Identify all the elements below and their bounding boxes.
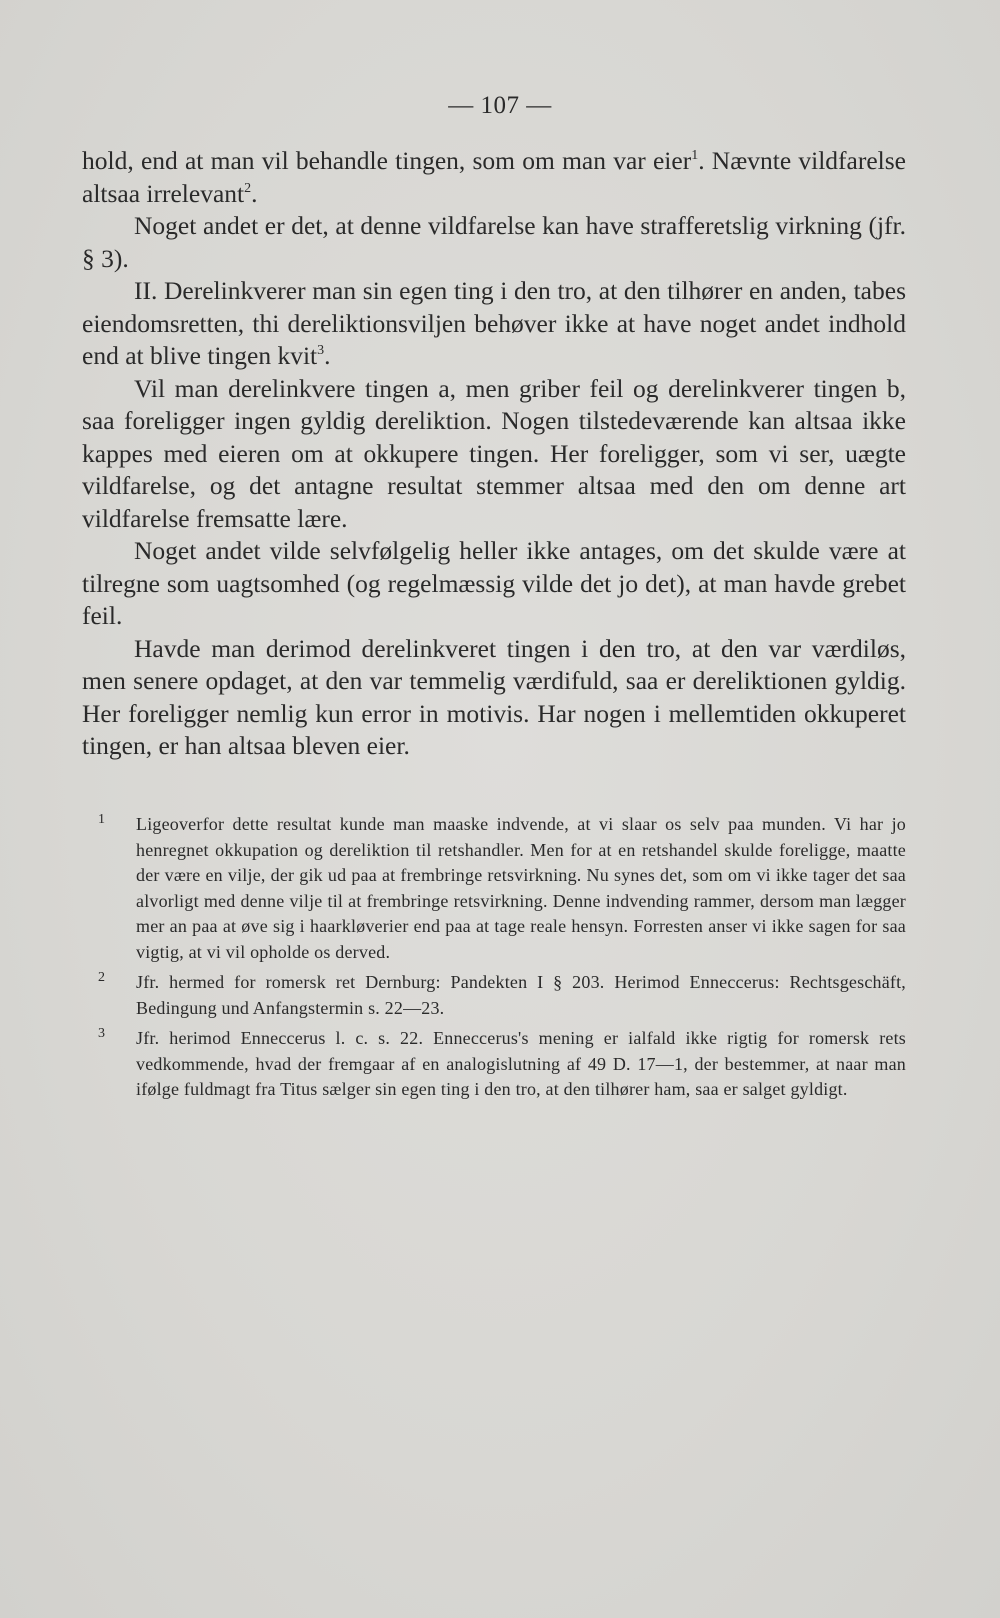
footnote-2 — [98, 970, 906, 1021]
footnote-1-mark: 1 — [98, 812, 106, 827]
footnote-ref-1: 1 — [691, 148, 699, 163]
paragraph-1-text-a: hold, end at man vil behandle tingen, som om man var eier — [82, 146, 692, 175]
main-text — [82, 145, 906, 763]
paragraph-1-text-c: . — [251, 178, 258, 208]
paragraph-3-text-a: II. Derelinkverer man sin egen ting i den tro, at den tilhører en anden, tabes eiendomsretten, thi dereliktionsviljen behøver ikke at have noget andet indhold end at blive tingen kvit — [82, 276, 906, 370]
paragraph-6: Havde man derimod derelinkveret tingen i den tro, at den var værdiløs, men senere opdaget, at den var temmelig værdifuld, saa er dereliktionen gyldig. Her foreligger nemlig kun error in motivis. Har nogen i mellemtiden okkuperet tingen, er han altsaa bleven eier. — [82, 633, 906, 760]
footnotes — [98, 812, 906, 1108]
paragraph-1-text-b: . Nævnte vildfarelse altsaa irrelevant — [82, 146, 906, 208]
footnote-3-mark: 3 — [98, 1026, 106, 1041]
paragraph-5: Noget andet vilde selvfølgelig heller ikke antages, om det skulde være at tilregne som uagtsomhed (og regelmæssig vilde det jo det), at man havde grebet feil. — [82, 536, 906, 630]
paragraph-3 — [82, 275, 906, 373]
footnote-1 — [98, 812, 906, 965]
footnote-2-mark: 2 — [98, 970, 106, 985]
paragraph-3-text-b: . — [324, 341, 331, 370]
footnote-1-text: Ligeoverfor dette resultat kunde man maaske indvende, at vi slaar os selv paa munden. Vi har jo henregnet okkupation og dereliktion til retshandler. Men for at en retshandel skulde foreligge, maatte der være en vilje, der gik ud paa at frembringe retsvirkning. Nu synes det, som om vi ikke tager det saa alvorligt med denne vilje til at frembringe retsvirkning. Denne indvending rammer, dersom man lægger mer an paa at øve sig i haarkløverier end paa at tage reale hensyn. Forresten anser vi ikke sagen for saa vigtig, at vi vil opholde os derved. — [136, 814, 906, 962]
paragraph-2: Noget andet er det, at denne vildfarelse kan have strafferetslig virkning (jfr. § 3). — [82, 211, 906, 273]
paragraph-1 — [82, 145, 906, 210]
footnote-2-text: Jfr. hermed for romersk ret Dernburg: Pandekten I § 203. Herimod Enneccerus: Rechtsgeschäft, Bedingung und Anfangstermin s. 22—23. — [136, 972, 906, 1018]
footnote-ref-3: 3 — [317, 343, 325, 358]
page-number: — 107 — — [448, 92, 552, 119]
footnote-ref-2: 2 — [244, 180, 252, 196]
footnote-3-text: Jfr. herimod Enneccerus l. c. s. 22. Enneccerus's mening er ialfald ikke rigtig for romersk rets vedkommende, hvad der fremgaar af en analogislutning af 49 D. 17—1, der bestemmer, at naar man ifølge fuldmagt fra Titus sælger sin egen ting i den tro, at den tilhører ham, saa er salget gyldigt. — [136, 1028, 906, 1099]
footnote-3 — [98, 1026, 906, 1103]
paragraph-4: Vil man derelinkvere tingen a, men griber feil og derelinkverer tingen b, saa foreligger ingen gyldig dereliktion. Nogen tilstedeværende kan altsaa ikke kappes med eieren om at okkupere tingen. Her foreligger, som vi ser, uægte vildfarelse, og det antagne resultat stemmer altsaa med den om denne art vildfarelse fremsatte lære. — [82, 373, 906, 533]
